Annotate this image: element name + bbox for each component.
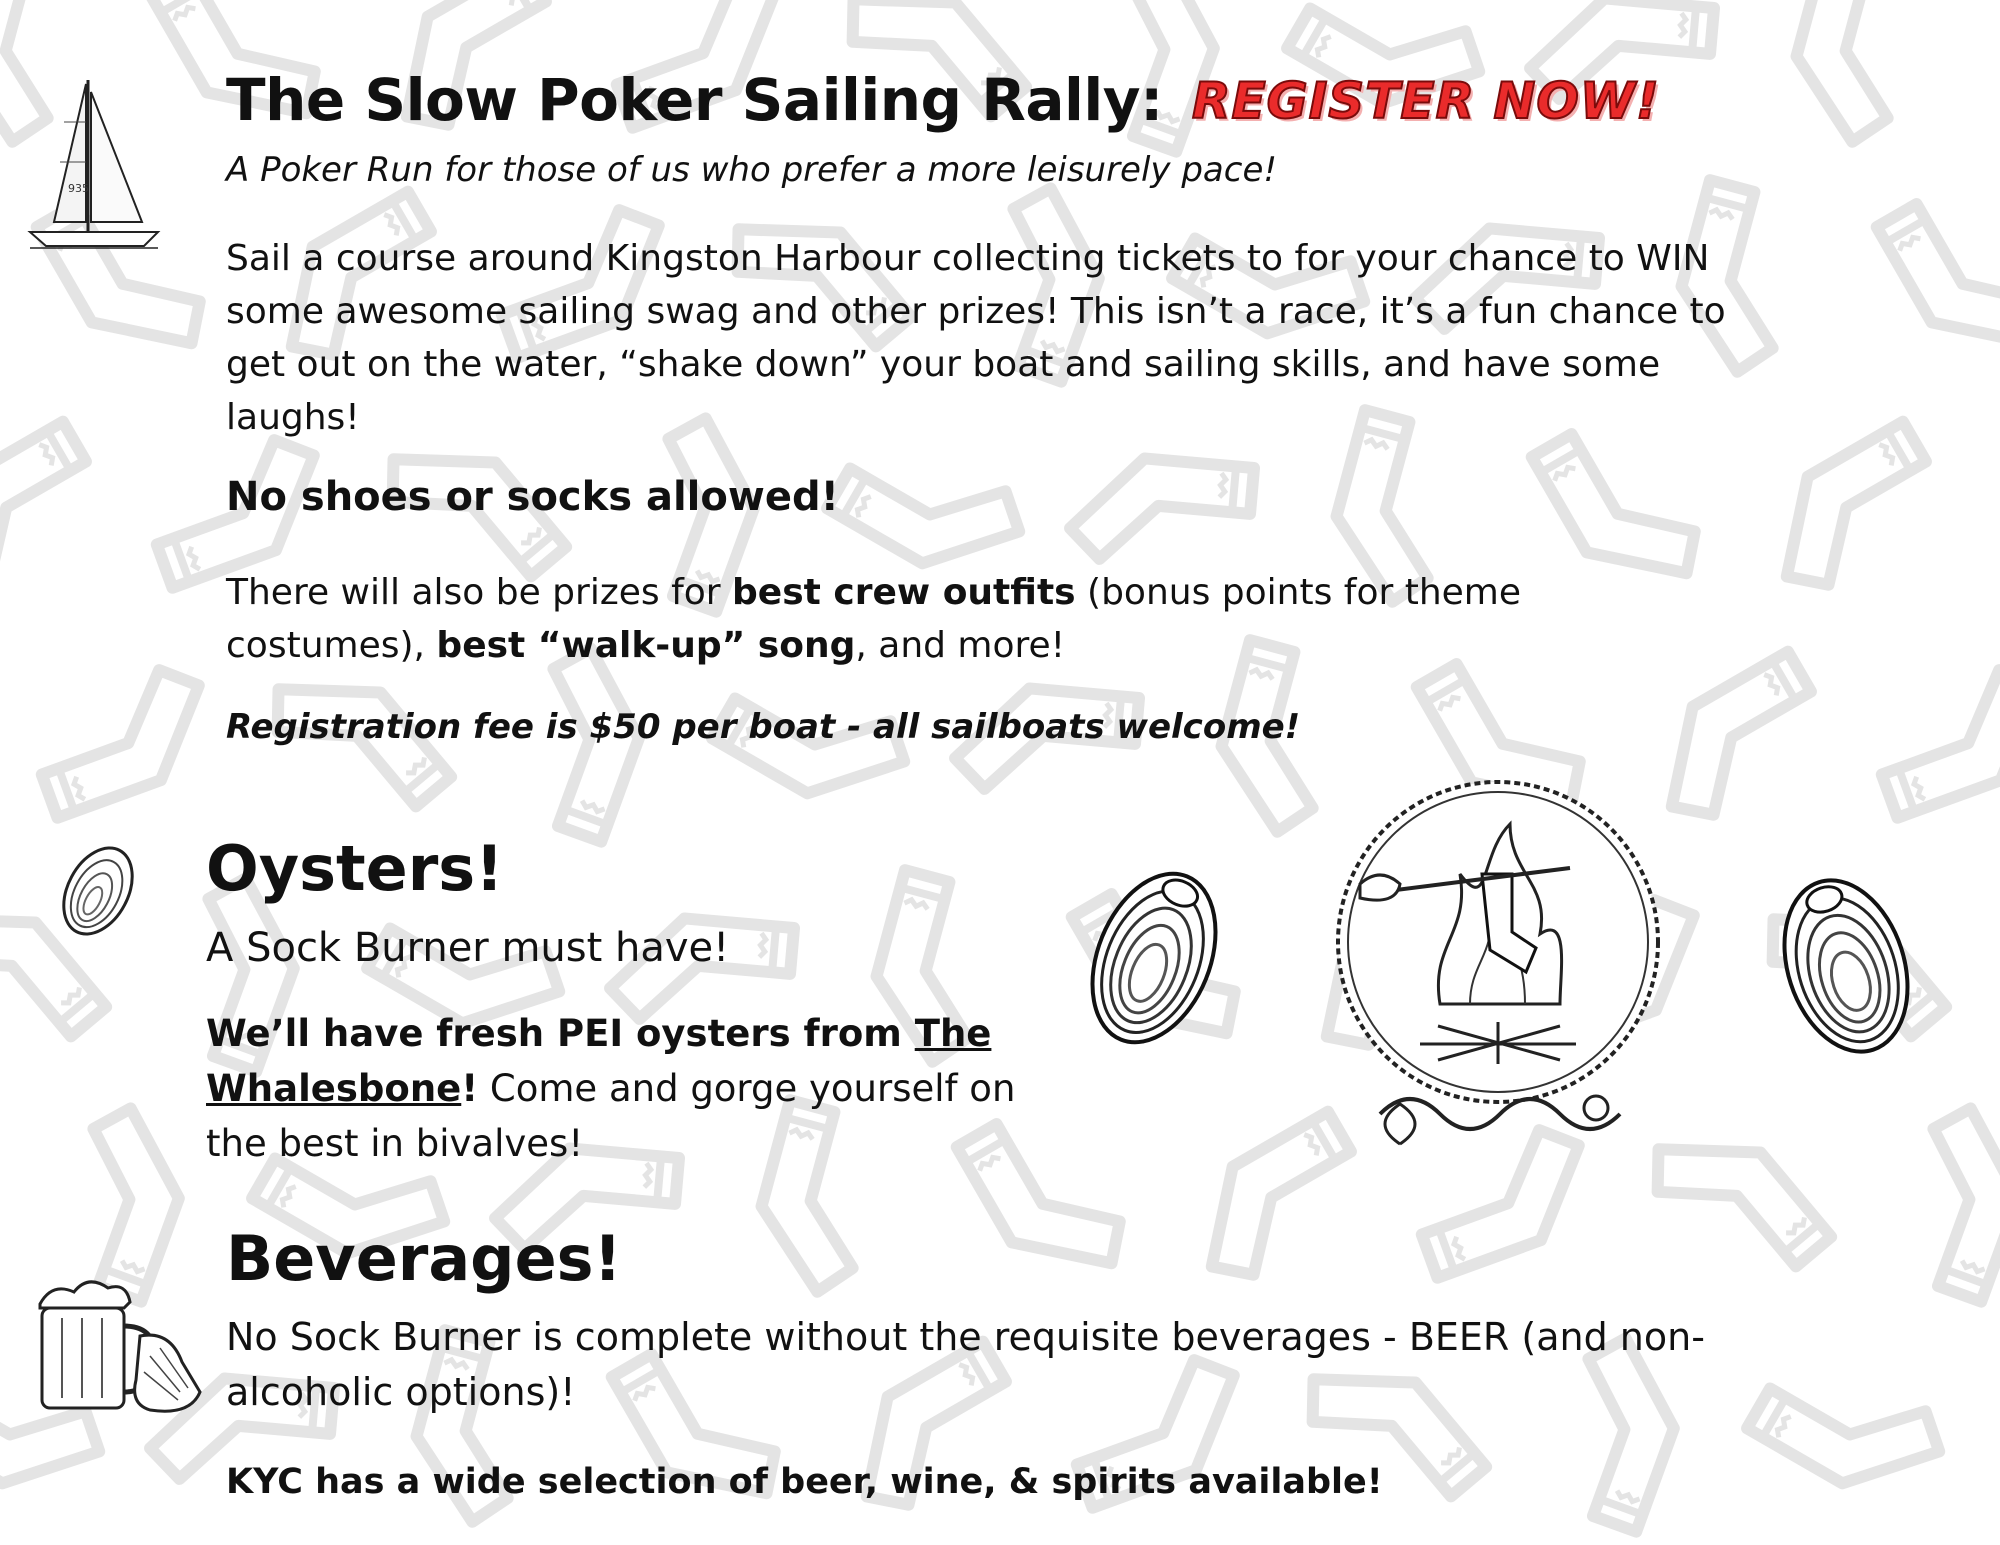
- tagline: A Poker Run for those of us who prefer a more leisurely pace!: [226, 150, 1278, 190]
- oysters-body-suffix: Come and gorge yourself on the best in bivalves!: [206, 1067, 1016, 1165]
- rally-intro: [226, 232, 1766, 444]
- oyster-icon: [52, 838, 144, 944]
- prizes-prefix: There will also be prizes for: [226, 572, 733, 613]
- sock-pattern-icon: [1883, 1099, 2000, 1302]
- prizes-suffix: , and more!: [855, 625, 1066, 666]
- rally-intro-text: Sail a course around Kingston Harbour collecting tickets to for your chance to WIN some awesome sailing swag and other prizes! This isn’t a race, it’s a fun chance to get out on the water, “shake down” your boat and sailing skills, and have some laughs!: [226, 238, 1726, 438]
- sock-pattern-icon: [1862, 659, 2000, 818]
- oysters-subheading: A Sock Burner must have!: [206, 925, 730, 971]
- sailboat-icon: [24, 72, 164, 256]
- prizes-mid: (bonus points for theme costumes),: [226, 572, 1522, 666]
- sock-pattern-icon: [1877, 175, 2000, 381]
- sock-pattern-icon: [1749, 422, 1955, 601]
- prize-walkup-song: best “walk-up” song: [436, 625, 856, 666]
- sock-pattern-icon: [1068, 453, 1254, 572]
- beverages-body-text: No Sock Burner is complete without the requisite beverages - BEER (and non-alcoholic options)!: [226, 1315, 1705, 1414]
- page-title: The Slow Poker Sailing Rally:: [226, 66, 1163, 134]
- prize-crew-outfits: best crew outfits: [732, 572, 1076, 613]
- oysters-body-bang: !: [461, 1067, 479, 1110]
- oysters-body-prefix: We’ll have fresh PEI oysters from: [206, 1012, 915, 1055]
- no-shoes-heading: No shoes or socks allowed!: [226, 474, 839, 520]
- whalesbone-link[interactable]: The Whalesbone: [206, 1012, 992, 1110]
- registration-fee: Registration fee is $50 per boat - all sailboats welcome!: [226, 707, 1301, 747]
- oysters-body: [206, 1006, 1056, 1171]
- kyc-bar-note: KYC has a wide selection of beer, wine, & spirits available!: [226, 1462, 1383, 1502]
- beverages-body: [226, 1310, 1826, 1420]
- sock-pattern-icon: [0, 422, 115, 601]
- oysters-heading: Oysters!: [206, 832, 504, 905]
- beverages-heading: Beverages!: [226, 1222, 622, 1295]
- prizes-paragraph: [226, 566, 1646, 672]
- oyster-icon: [1758, 866, 1934, 1066]
- oyster-icon: [1072, 858, 1236, 1058]
- beer-mug-icon: [30, 1268, 204, 1434]
- campfire-sock-emblem: [1320, 764, 1676, 1160]
- sock-pattern-icon: [22, 659, 225, 818]
- register-now-button[interactable]: REGISTER NOW!: [1192, 72, 1660, 130]
- sock-pattern-icon: [1779, 0, 1926, 149]
- sail-number: 935: [68, 182, 89, 195]
